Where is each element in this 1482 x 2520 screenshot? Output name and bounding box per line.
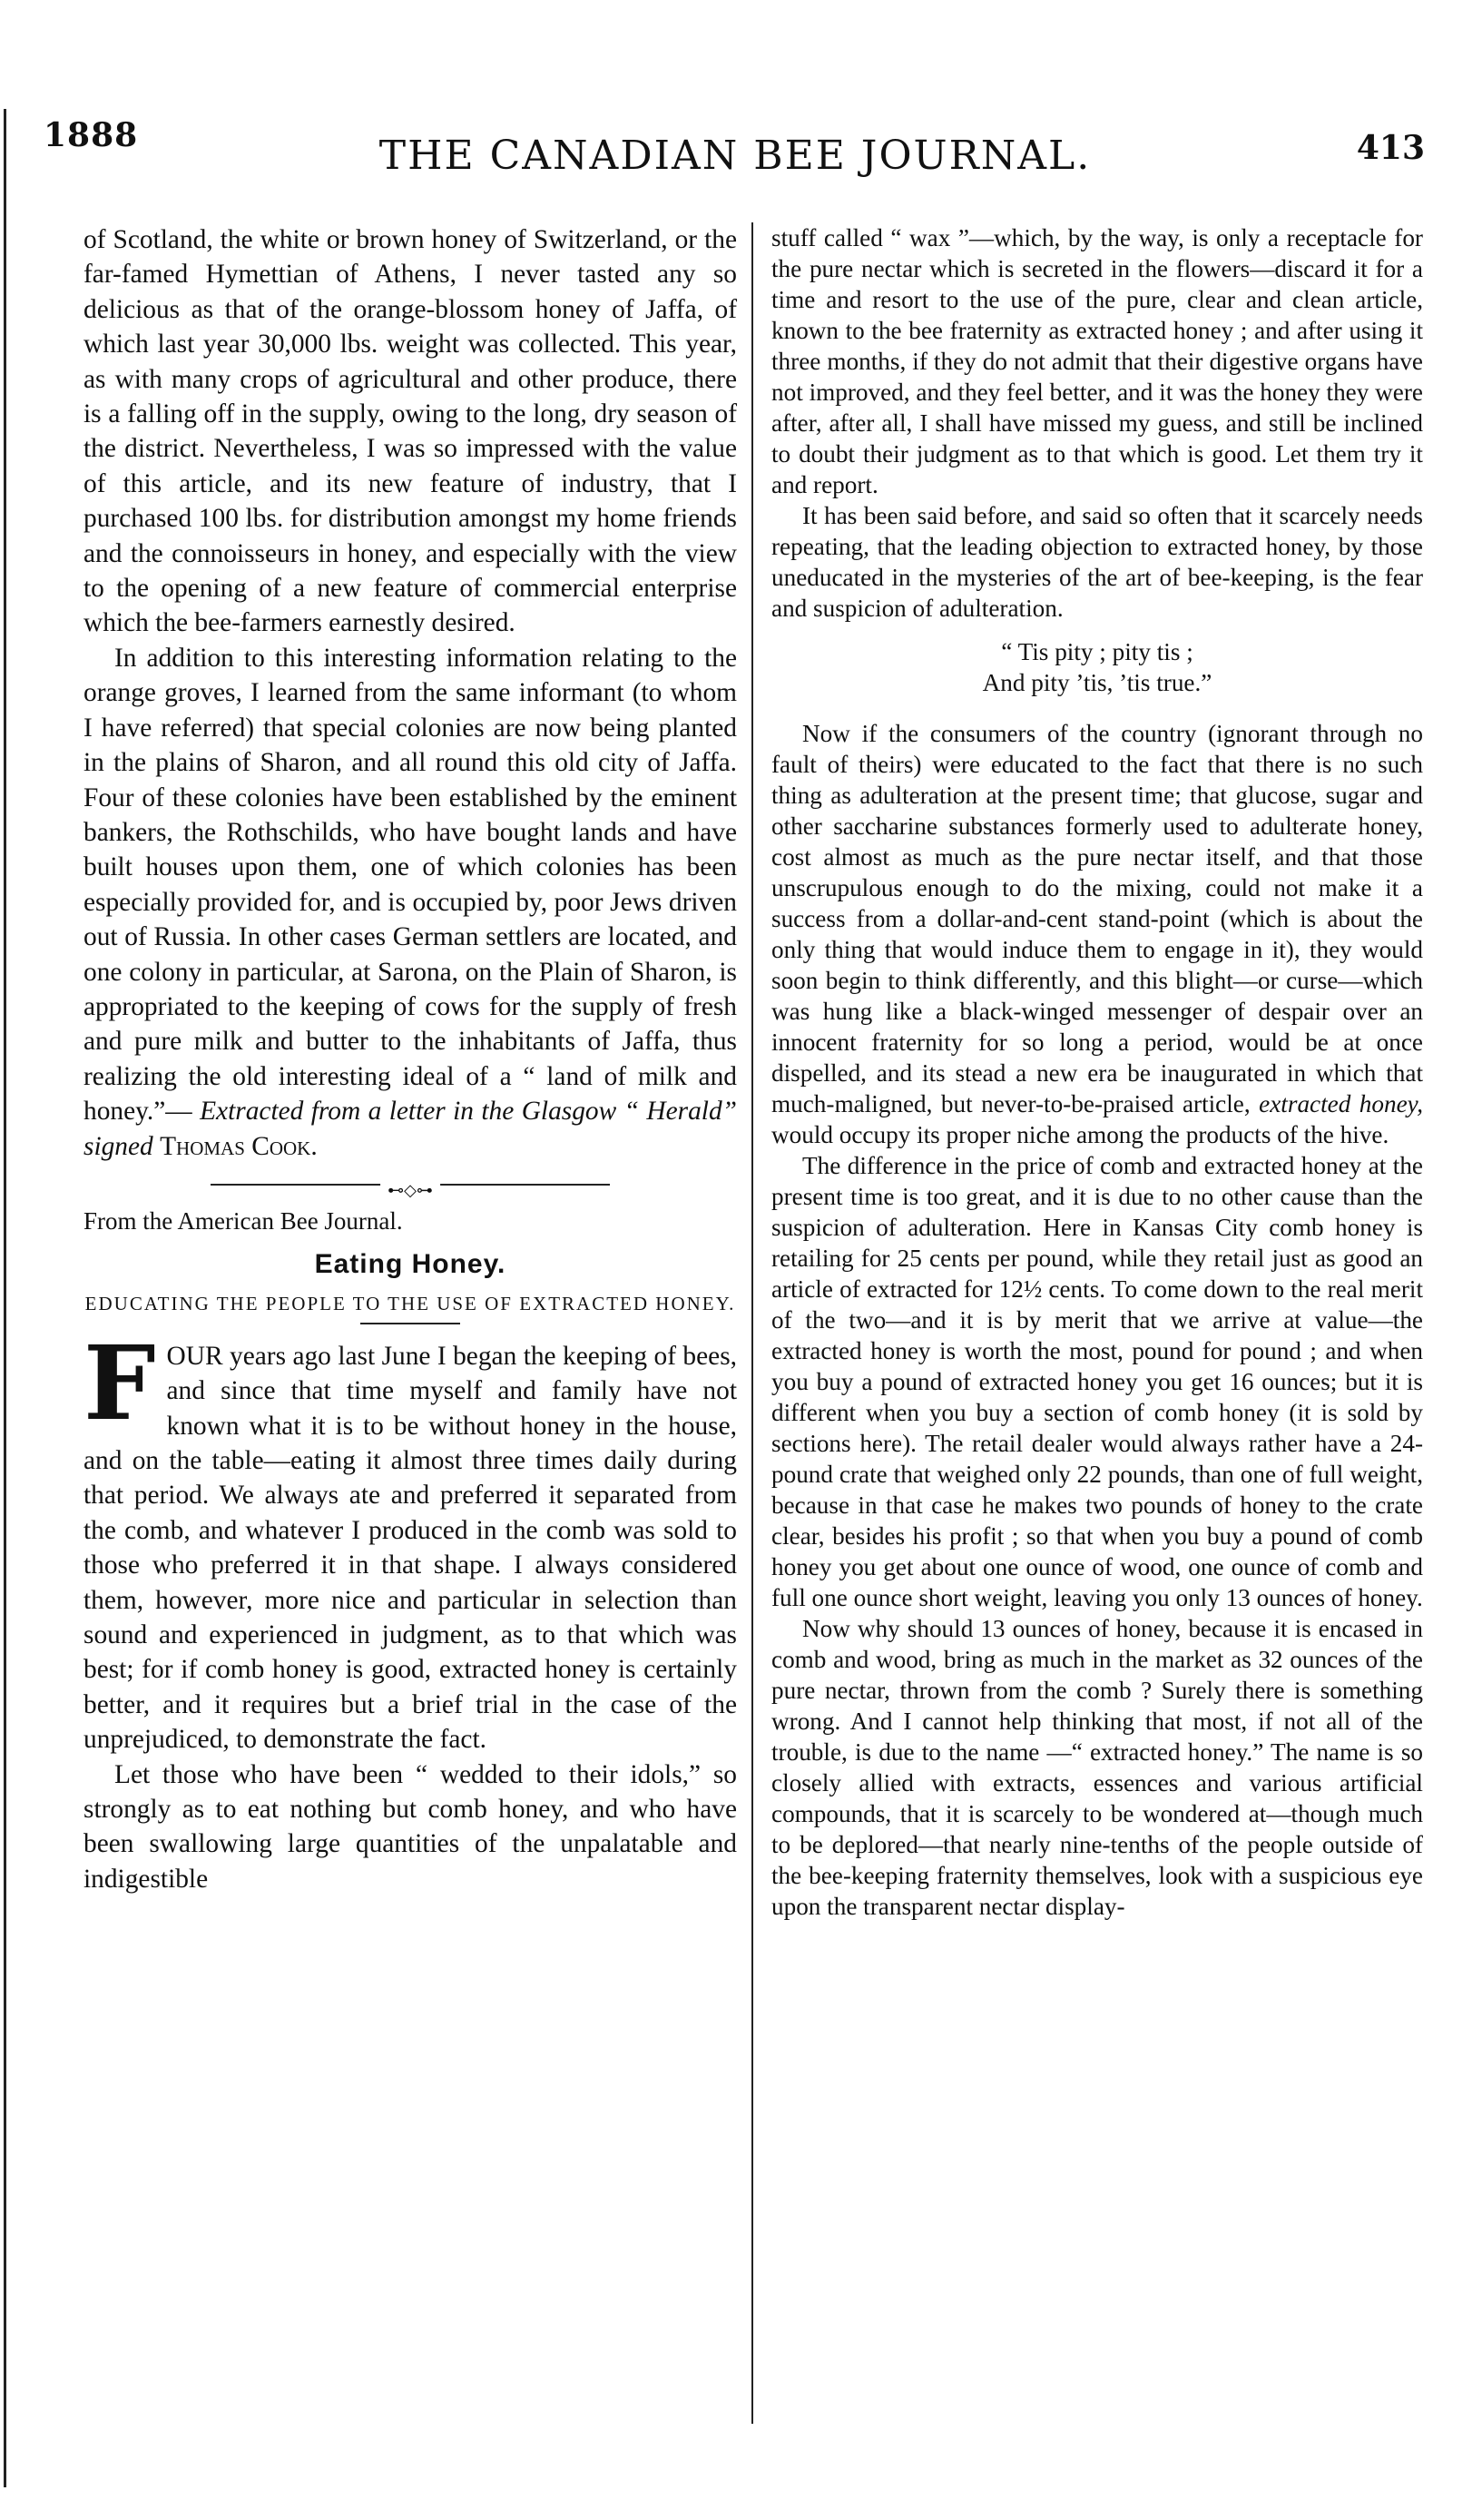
separator-ornament: ⊷◇⊶ xyxy=(380,1173,440,1207)
article1-paragraph-2 xyxy=(83,641,737,1164)
column-divider xyxy=(751,222,753,2424)
right-paragraph-5: Now why should 13 ounces of honey, because it is encased in comb and wood, bring as much in the market as 32 ounces of the pure nectar, thrown from the comb ? Surely there is something wrong. And I cannot help thinking that most, if not all of the trouble, is due to the name —“ extracted honey.” The name is so closely allied with extracts, essences and various artificial compounds, that it is scarcely to be wondered at—though much to be deplored—that nearly nine-tenths of the people outside of the bee-keeping fraternity themselves, look with a suspicious eye upon the transparent nectar display- xyxy=(771,1615,1423,1920)
page-number: 413 xyxy=(1356,129,1425,167)
right-paragraph-4: The difference in the price of comb and extracted honey at the present time is too great, and it is due to no other cause than the suspicion of adulteration. Here in Kansas City comb honey is retailing for 25 cents per pound, while they retail just as good an article of extracted for 12½ cents. To come down to the real merit of the two—and it is by merit that we arrive at value—the extracted honey is worth the most, pound for pound ; and when you buy a pound of extracted honey you get 16 ounces; but it is different when you buy a section of comb honey (it is sold by sections here). The retail dealer would always rather have a 24-pound crate that weighed only 22 pounds, than one of full weight, because in that case he makes two pounds of honey to the crate clear, besides his profit ; so that when you buy a pound of comb honey you get about one ounce of wood, one ounce of comb and full one ounce short weight, leaving you only 13 ounces of honey. xyxy=(771,1152,1423,1611)
article1-credit-italic: Extracted from a letter in the Glasgow “ Herald” xyxy=(200,1097,737,1127)
verse-line-1: “ Tis pity ; pity tis ; xyxy=(1001,638,1193,665)
right-paragraph-2: It has been said before, and said so often that it scarcely needs repeating, that the leading objection to extracted honey, by those uneducated in the mysteries of the art of bee-keeping, is the fear and suspicion of adulteration. xyxy=(771,502,1423,622)
article2-paragraph-1-text: OUR years ago last June I began the keeping of bees, and since that time myself and family have not known what it is to be without honey in the house, and on the table—eating it almost three times daily during that period. We always ate and preferred it separated from the comb, and whatever I produced in the comb was sold to those who preferred it in that shape. I always considered them, however, more nice and particular in selection than sound and experienced in judgment, as to that which was best; for if comb honey is good, extracted honey is certainly better, and it requires but a brief trial in the case of the unprejudiced, to demonstrate the fact. xyxy=(83,1341,737,1755)
article1-credit-signed: signed xyxy=(83,1131,153,1161)
section-separator xyxy=(83,1173,737,1199)
article1-paragraph-2-text: In addition to this interesting information relating to the orange groves, I learned from the same informant (to whom I have referred) that special colonies are now being planted in the plains of Sharon, and all round this old city of Jaffa. Four of these colonies have been established by the eminent bankers, the Rothschilds, who have bought lands and have built houses upon them, one of which colonies has been especially provided for, and is occupied by, poor Jews driven out of Russia. In other cases German settlers are located, and one colony in particular, at Sarona, on the Plain of Sharon, is appropriated to the keeping of cows for the supply of fresh and pure milk and butter to the inhabitants of Jaffa, thus realizing the old interesting ideal of a “ land of milk and honey.”— xyxy=(83,643,737,1127)
right-paragraph-1: stuff called “ wax ”—which, by the way, is only a receptacle for the pure nectar which is secreted in the flowers—discard it for a time and resort to the use of the pure, clear and clean article, known to the bee fraternity as extracted honey ; and after using it three months, if they do not admit that their digestive organs have not improved, and they feel better, and it was the honey they were after, after all, I shall have missed my guess, and still be inclined to doubt their judgment as to that which is good. Let them try it and report. xyxy=(771,224,1423,498)
article2-paragraph-1 xyxy=(83,1324,737,1757)
left-column xyxy=(83,222,737,1896)
header-year: 1888 xyxy=(44,116,139,154)
article2-paragraph-2: Let those who have been “ wedded to their idols,” so strongly as to eat nothing but comb honey, and who have been swallowing large quantities of the unpalatable and indigestible xyxy=(83,1759,737,1894)
article1-author-signature: Thomas Cook. xyxy=(160,1131,318,1161)
article2-headline: Eating Honey. xyxy=(314,1249,506,1280)
running-header xyxy=(36,116,1434,198)
verse-quote xyxy=(771,636,1423,698)
right-paragraph-3-text-b: would occupy its proper niche among the products of the hive. xyxy=(771,1121,1389,1148)
drop-cap: F xyxy=(83,1324,156,1443)
article1-paragraph-1: of Scotland, the white or brown honey of Switzerland, or the far-famed Hymettian of Athens, I never tasted any so delicious as that of the orange-blossom honey of Jaffa, of which last year 30,000 lbs. weight was collected. This year, as with many crops of agricultural and other produce, there is a falling off in the supply, owing to the long, dry season of the district. Nevertheless, I was so impressed with the value of this article, and its new feature of industry, that I purchased 100 lbs. for distribution amongst my home friends and the connoisseurs in honey, and especially with the view to the opening of a new feature of commercial enterprise which the bee-farmers earnestly desired. xyxy=(83,225,737,638)
subhead-rule xyxy=(360,1323,460,1324)
journal-title: THE CANADIAN BEE JOURNAL. xyxy=(378,133,1092,179)
verse-line-2: And pity ’tis, ’tis true.” xyxy=(982,669,1212,696)
right-paragraph-3-italic: extracted honey, xyxy=(1259,1090,1424,1117)
right-column xyxy=(771,222,1423,1922)
source-note: From the American Bee Journal. xyxy=(83,1206,403,1235)
article2-subhead: EDUCATING THE PEOPLE TO THE USE OF EXTRACTED HONEY. xyxy=(84,1292,736,1314)
page-edge-rule xyxy=(4,109,6,2487)
right-paragraph-3-text-a: Now if the consumers of the country (ignorant through no fault of theirs) were educated to the fact that there is no such thing as adulteration at the present time; that glucose, sugar and other saccharine substances formerly used to adulterate honey, cost almost as much as the pure nectar itself, and that those unscrupulous enough to do the mixing, could not make it a success from a dollar-and-cent stand-point (which is about the only thing that would induce them to engage in it), they would soon begin to think differently, and this blight—or curse—which was hung like a black-winged messenger of despair over an innocent fraternity for so long a period, would be at once dispelled, and its stead a new era be inaugurated in which that much-maligned, but never-to-be-praised article, xyxy=(771,720,1423,1117)
right-paragraph-3 xyxy=(771,718,1423,1150)
